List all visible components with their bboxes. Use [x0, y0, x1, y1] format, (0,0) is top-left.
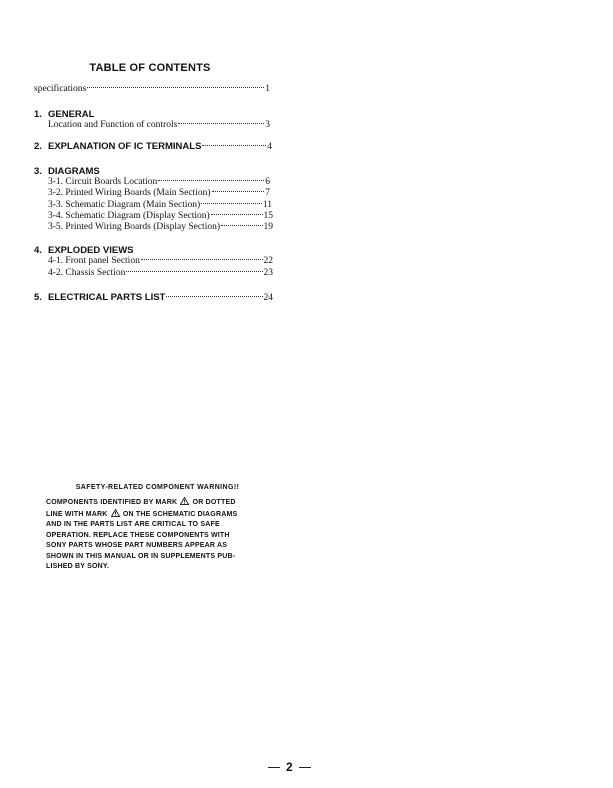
- toc-entry-page: 23: [263, 268, 273, 278]
- leader-dots: [211, 214, 263, 215]
- leader-dots: [87, 87, 264, 88]
- toc-entry-page: 15: [263, 211, 273, 221]
- toc-entry-specifications[interactable]: [34, 84, 270, 94]
- section-number: 3.: [34, 166, 42, 177]
- section-number: 1.: [34, 109, 42, 120]
- toc-section-ic-terminals[interactable]: [34, 141, 272, 152]
- safety-warning-body: [46, 497, 274, 573]
- toc-entry-label: 4-2. Chassis Section: [48, 268, 126, 278]
- section-title: ELECTRICAL PARTS LIST: [48, 292, 166, 303]
- leader-dots: [158, 180, 264, 181]
- leader-dots: [178, 123, 264, 124]
- leader-dots: [166, 296, 262, 297]
- toc-entry-page: 7: [265, 188, 270, 198]
- toc-entry[interactable]: [48, 188, 270, 198]
- caution-triangle-icon: [180, 497, 189, 505]
- toc-entry[interactable]: [48, 268, 273, 278]
- warning-line: SONY PARTS WHOSE PART NUMBERS APPEAR AS: [46, 542, 228, 549]
- toc-entry-page: 1: [265, 84, 270, 94]
- page-number-dash: [299, 767, 311, 768]
- toc-entry-label: 3-4. Schematic Diagram (Display Section): [48, 211, 210, 221]
- toc-entry-label: 3-5. Printed Wiring Boards (Display Section): [48, 222, 221, 232]
- toc-entry-label: 3-3. Schematic Diagram (Main Section): [48, 200, 201, 210]
- leader-dots: [221, 225, 262, 226]
- toc-entry-page: 24: [263, 293, 273, 303]
- section-number: 5.: [34, 292, 42, 303]
- leader-dots: [202, 145, 266, 146]
- toc-entry-label: specifications: [34, 84, 87, 94]
- page-number: [268, 760, 311, 774]
- section-title: DIAGRAMS: [48, 166, 100, 177]
- toc-section-exploded-views[interactable]: [34, 245, 134, 256]
- toc-entry-page: 4: [267, 142, 272, 152]
- section-number: 2.: [34, 141, 42, 152]
- toc-entry-page: 11: [262, 200, 272, 210]
- toc-entry[interactable]: [48, 120, 270, 130]
- leader-dots: [126, 271, 262, 272]
- toc-entry-page: 19: [263, 222, 273, 232]
- toc-section-diagrams[interactable]: [34, 166, 100, 177]
- toc-entry[interactable]: [48, 177, 270, 187]
- caution-triangle-icon: [111, 509, 120, 517]
- section-title: EXPLODED VIEWS: [48, 245, 134, 256]
- toc-entry-page: 6: [265, 177, 270, 187]
- section-title: EXPLANATION OF IC TERMINALS: [48, 141, 202, 152]
- toc-entry-page: 3: [265, 120, 270, 130]
- warning-line: SHOWN IN THIS MANUAL OR IN SUPPLEMENTS PUB-: [46, 552, 236, 560]
- toc-entry-label: 3-1. Circuit Boards Location: [48, 177, 158, 187]
- toc-entry[interactable]: [48, 222, 273, 232]
- warning-line: COMPONENTS IDENTIFIED BY MARK OR DOTTED: [46, 499, 236, 506]
- toc-entry-label: 4-1. Front panel Section: [48, 256, 140, 266]
- warning-line: LINE WITH MARK ON THE SCHEMATIC DIAGRAMS: [46, 510, 238, 518]
- leader-dots: [201, 203, 262, 204]
- toc-entry-label: Location and Function of controls: [48, 120, 178, 130]
- leader-dots: [212, 191, 265, 192]
- toc-section-general[interactable]: [34, 109, 94, 120]
- warning-line: OPERATION. REPLACE THESE COMPONENTS WITH: [46, 531, 230, 539]
- safety-warning-title: SAFETY-RELATED COMPONENT WARNING!!: [75, 484, 240, 491]
- toc-title: TABLE OF CONTENTS: [89, 62, 211, 74]
- toc-entry[interactable]: [48, 256, 273, 266]
- toc-entry[interactable]: [48, 200, 272, 210]
- warning-line: AND IN THE PARTS LIST ARE CRITICAL TO SAFE: [46, 521, 220, 528]
- page-number-value: 2: [286, 760, 293, 774]
- leader-dots: [141, 259, 263, 260]
- warning-line: LISHED BY SONY.: [46, 563, 110, 570]
- toc-section-parts-list[interactable]: [34, 292, 273, 303]
- toc-entry-page: 22: [263, 256, 273, 266]
- page-number-dash: [268, 767, 280, 768]
- section-number: 4.: [34, 245, 42, 256]
- toc-entry[interactable]: [48, 211, 273, 221]
- toc-entry-label: 3-2. Printed Wiring Boards (Main Section): [48, 188, 211, 198]
- section-title: GENERAL: [48, 109, 95, 120]
